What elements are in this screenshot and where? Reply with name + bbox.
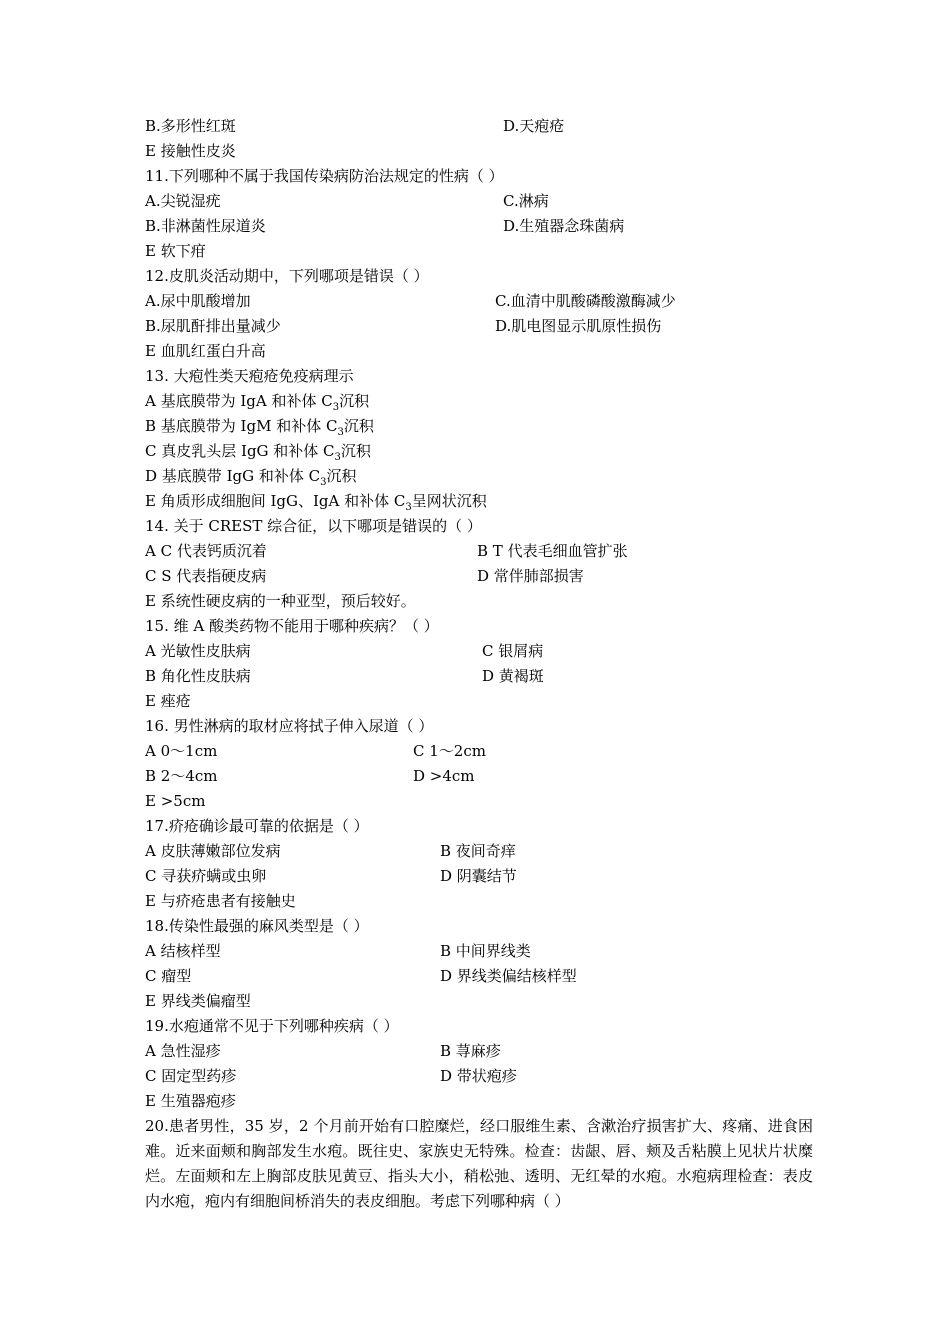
- option-right: D 阴囊结节: [440, 867, 517, 885]
- line-text-main: A.尖锐湿疣: [145, 192, 221, 210]
- line-text-main: C 真皮乳头层 IgG 和补体 C: [145, 442, 335, 460]
- text-line: [145, 964, 825, 989]
- line-text: [145, 1014, 399, 1039]
- option-right: B T 代表毛细血管扩张: [477, 542, 628, 560]
- line-text: [145, 264, 429, 289]
- text-line: [145, 889, 825, 914]
- text-line: [145, 239, 825, 264]
- text-line: [145, 614, 825, 639]
- text-line: [145, 1064, 825, 1089]
- line-text-main: B 基底膜带为 IgM 和补体 C: [145, 417, 338, 435]
- line-text-main: E 角质形成细胞间 IgG、IgA 和补体 C: [145, 492, 406, 510]
- line-text-main: A 皮肤薄嫩部位发病: [145, 842, 281, 860]
- text-line: [145, 164, 825, 189]
- line-text-main: B.多形性红斑: [145, 117, 236, 135]
- subscript: 3: [334, 452, 341, 463]
- option-right: C 1～2cm: [413, 742, 486, 760]
- text-line: [145, 839, 825, 864]
- line-text-main: A 结核样型: [145, 942, 221, 960]
- line-text-main: E 痤疮: [145, 692, 191, 710]
- option-right: D.生殖器念珠菌病: [503, 217, 625, 235]
- line-text-main: 19.水疱通常不见于下列哪种疾病（ ）: [145, 1017, 399, 1035]
- line-text: [145, 339, 266, 364]
- line-text-main: A 基底膜带为 IgA 和补体 C: [145, 392, 333, 410]
- line-text: [145, 889, 296, 914]
- line-text: [145, 839, 281, 864]
- text-line: [145, 414, 825, 439]
- line-text-main: A C 代表钙质沉着: [145, 542, 267, 560]
- line-text: [145, 664, 251, 689]
- line-text: [145, 189, 221, 214]
- text-line: [145, 339, 825, 364]
- text-line: [145, 314, 825, 339]
- line-text-tail: 呈网状沉积: [411, 492, 487, 510]
- text-line: [145, 214, 825, 239]
- line-text: [145, 639, 251, 664]
- text-line: [145, 489, 825, 514]
- line-text-main: A.尿中肌酸增加: [145, 292, 251, 310]
- option-right: D.肌电图显示肌原性损伤: [495, 317, 662, 335]
- line-text: [145, 539, 267, 564]
- line-text-main: E 血肌红蛋白升高: [145, 342, 266, 360]
- text-line: [145, 914, 825, 939]
- line-text-tail: 沉积: [339, 392, 370, 410]
- line-text: [145, 289, 251, 314]
- text-line: [145, 939, 825, 964]
- line-text-main: 15. 维 A 酸类药物不能用于哪种疾病？（ ）: [145, 617, 439, 635]
- line-text-tail: 沉积: [326, 467, 357, 485]
- line-text-main: C 固定型药疹: [145, 1067, 237, 1085]
- line-text-main: E 生殖器疱疹: [145, 1092, 236, 1110]
- line-text-tail: 沉积: [340, 442, 371, 460]
- text-line: [145, 764, 825, 789]
- line-text-main: 16. 男性淋病的取材应将拭子伸入尿道（ ）: [145, 717, 434, 735]
- line-text: [145, 514, 482, 539]
- line-text: [145, 214, 266, 239]
- option-right: D 带状疱疹: [440, 1067, 517, 1085]
- line-text: [145, 114, 236, 139]
- text-line: [145, 689, 825, 714]
- option-right: C 银屑病: [482, 642, 544, 660]
- line-text: [145, 589, 416, 614]
- line-text-main: D 基底膜带 IgG 和补体 C: [145, 467, 321, 485]
- text-line: [145, 514, 825, 539]
- text-line: [145, 114, 825, 139]
- line-text-main: 11.下列哪种不属于我国传染病防治法规定的性病（ ）: [145, 167, 504, 185]
- text-line: [145, 639, 825, 664]
- line-text-main: B 角化性皮肤病: [145, 667, 251, 685]
- text-line: [145, 789, 825, 814]
- subscript: 3: [405, 502, 412, 513]
- line-text-main: C 瘤型: [145, 967, 192, 985]
- line-text: [145, 564, 266, 589]
- line-text: [145, 789, 205, 814]
- line-text: [145, 364, 354, 389]
- option-right: D 界线类偏结核样型: [440, 967, 577, 985]
- line-text: [145, 614, 439, 639]
- text-line: [145, 364, 825, 389]
- line-text-main: B.尿肌酐排出量减少: [145, 317, 281, 335]
- line-text-main: E 与疥疮患者有接触史: [145, 892, 296, 910]
- text-line: [145, 814, 825, 839]
- line-text-tail: 沉积: [343, 417, 374, 435]
- line-text: [145, 1089, 236, 1114]
- option-right: D 常伴肺部损害: [477, 567, 584, 585]
- line-text: [145, 964, 191, 989]
- line-text-main: A 0～1cm: [145, 742, 218, 760]
- text-line: [145, 989, 825, 1014]
- option-right: B 中间界线类: [440, 942, 531, 960]
- line-text-main: 18.传染性最强的麻风类型是（ ）: [145, 917, 369, 935]
- line-text-main: E 界线类偏瘤型: [145, 992, 251, 1010]
- option-right: C.血清中肌酸磷酸激酶减少: [495, 292, 676, 310]
- line-text: [145, 1039, 221, 1064]
- option-right: B 荨麻疹: [440, 1042, 501, 1060]
- text-line: [145, 664, 825, 689]
- line-text: [145, 989, 251, 1014]
- option-right: D.天疱疮: [503, 117, 565, 135]
- option-right: B 夜间奇痒: [440, 842, 516, 860]
- text-line: [145, 564, 825, 589]
- line-text: [145, 814, 369, 839]
- text-line: [145, 389, 825, 414]
- text-line: [145, 189, 825, 214]
- text-line: [145, 589, 825, 614]
- text-line: [145, 539, 825, 564]
- line-text: [145, 164, 504, 189]
- question-lines: [145, 114, 825, 1114]
- line-text: [145, 764, 218, 789]
- line-text: [145, 864, 266, 889]
- line-text-main: C 寻获疥螨或虫卵: [145, 867, 267, 885]
- question-20-text: 20.患者男性，35 岁，2 个月前开始有口腔糜烂，经口服维生素、含漱治疗损害扩大、疼痛、进食困难。近来面颊和胸部发生水疱。既往史、家族史无特殊。检查：齿龈、唇、颊及舌粘膜上见状片状糜烂。左面颊和左上胸部皮肤见黄豆、指头大小，稍松弛、透明、无红晕的水疱。水疱病理检查：表皮内水疱，疱内有细胞间桥消失的表皮细胞。考虑下列哪种病（ ）: [145, 1117, 813, 1210]
- line-text-main: B 2～4cm: [145, 767, 218, 785]
- subscript: 3: [337, 427, 344, 438]
- text-line: [145, 739, 825, 764]
- line-text-main: A 急性湿疹: [145, 1042, 221, 1060]
- subscript: 3: [332, 402, 340, 413]
- line-text-main: E 接触性皮炎: [145, 142, 236, 160]
- line-text: [145, 714, 433, 739]
- line-text: [145, 739, 217, 764]
- text-line: [145, 439, 825, 464]
- line-text-main: 13. 大疱性类天疱疮免疫病理示: [145, 367, 354, 385]
- line-text: [145, 914, 369, 939]
- exam-page: [145, 114, 825, 1214]
- text-line: [145, 289, 825, 314]
- line-text-main: B.非淋菌性尿道炎: [145, 217, 266, 235]
- line-text-main: 17.疥疮确诊最可靠的依据是（ ）: [145, 817, 369, 835]
- line-text-main: A 光敏性皮肤病: [145, 642, 251, 660]
- line-text: [145, 1064, 236, 1089]
- text-line: [145, 714, 825, 739]
- line-text: [145, 689, 191, 714]
- line-text-main: 14. 关于 CREST 综合征，以下哪项是错误的（ ）: [145, 517, 482, 535]
- text-line: [145, 264, 825, 289]
- option-right: C.淋病: [503, 192, 549, 210]
- text-line: [145, 1014, 825, 1039]
- subscript: 3: [320, 477, 327, 488]
- line-text: [145, 314, 281, 339]
- line-text: [145, 139, 236, 164]
- line-text-main: E 系统性硬皮病的一种亚型，预后较好。: [145, 592, 416, 610]
- option-right: D 黄褐斑: [482, 667, 544, 685]
- line-text-main: E 软下疳: [145, 242, 206, 260]
- text-line: [145, 1089, 825, 1114]
- text-line: [145, 139, 825, 164]
- text-line: [145, 1039, 825, 1064]
- line-text: [145, 239, 206, 264]
- line-text: [145, 939, 221, 964]
- line-text-main: C S 代表指硬皮病: [145, 567, 267, 585]
- text-line: [145, 464, 825, 489]
- text-line: [145, 864, 825, 889]
- line-text-main: E >5cm: [145, 792, 206, 810]
- line-text-main: 12.皮肌炎活动期中，下列哪项是错误（ ）: [145, 267, 429, 285]
- option-right: D >4cm: [413, 767, 475, 785]
